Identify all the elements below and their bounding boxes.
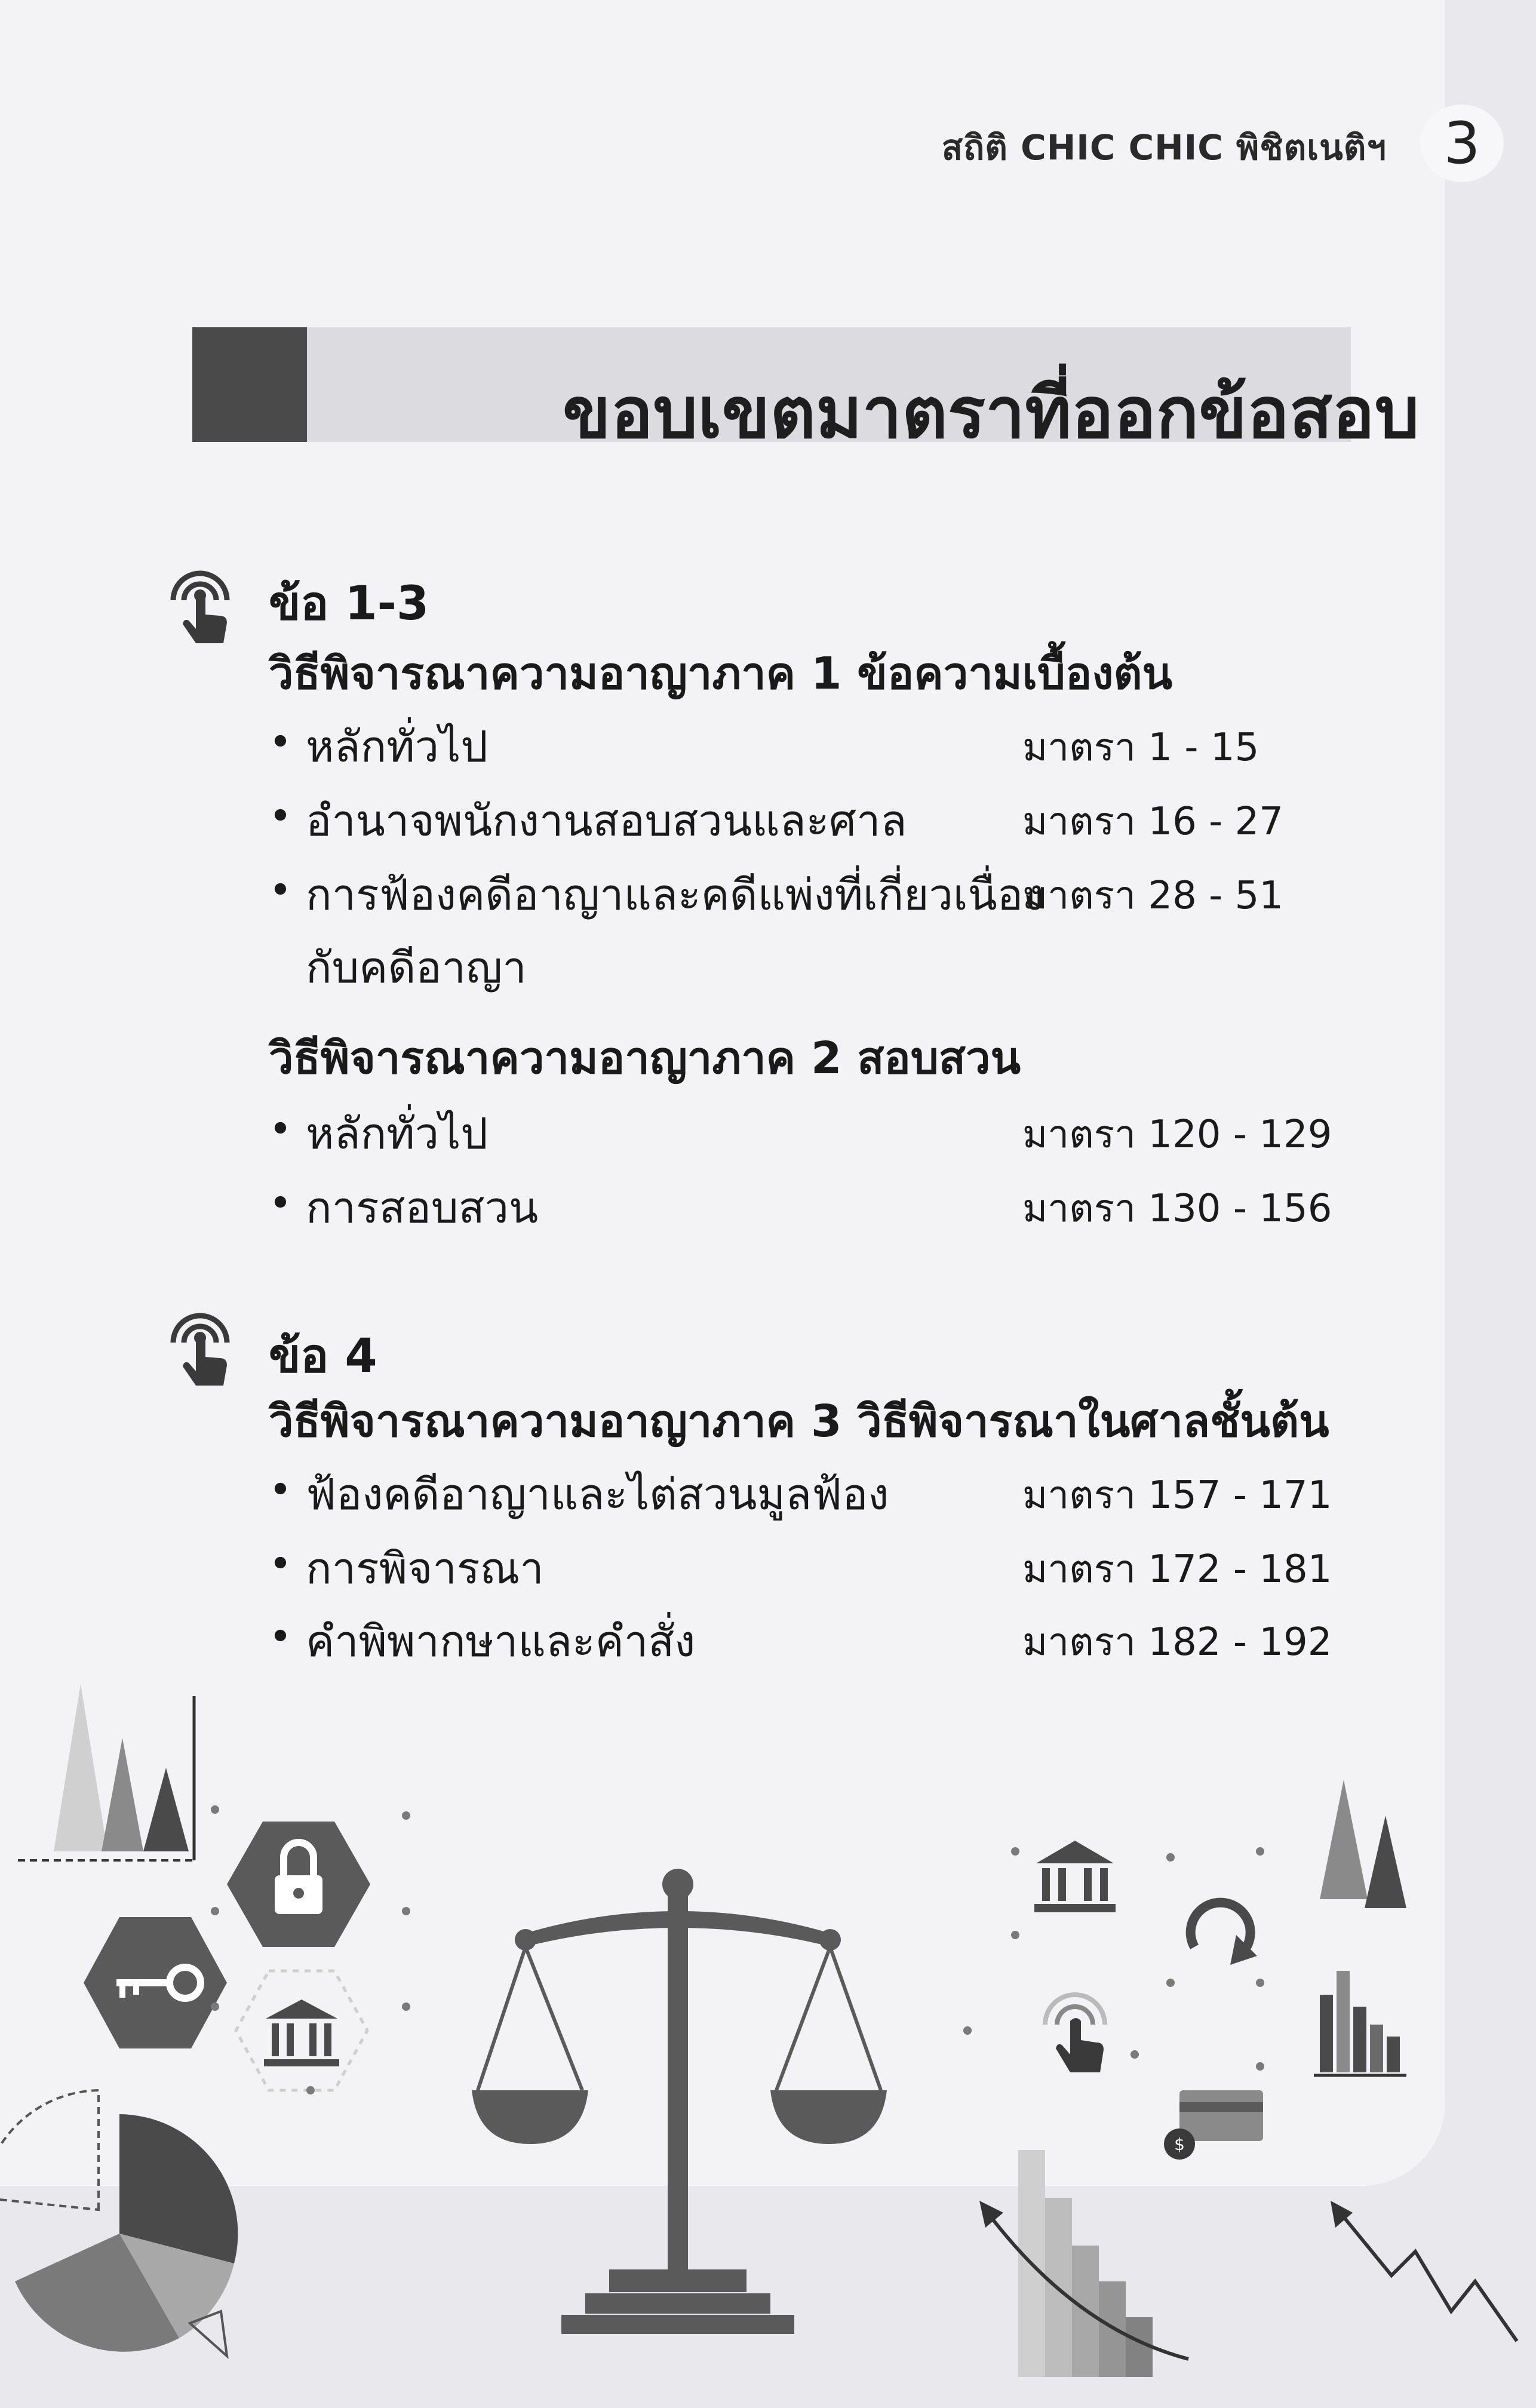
arrow-head	[979, 2201, 1003, 2228]
topic-text: การสอบสวน	[306, 1182, 539, 1233]
section-reference: มาตรา 16 - 27	[1022, 800, 1283, 844]
section-reference: มาตรา 157 - 171	[1022, 1473, 1332, 1518]
bank-icon	[236, 1971, 367, 2090]
topic-text-continued: กับคดีอาญา	[306, 942, 527, 993]
bank-icon	[1034, 1841, 1116, 1912]
list-item	[269, 712, 1374, 778]
section-reference: มาตรา 130 - 156	[1022, 1187, 1332, 1231]
decorative-illustration	[0, 1672, 1536, 2408]
key-icon	[84, 1917, 227, 2048]
list-item	[269, 1099, 1374, 1165]
topic-text: คำพิพากษาและคำสั่ง	[306, 1616, 696, 1666]
list-item	[269, 786, 1374, 852]
triangle-chart-icon	[18, 1684, 194, 1860]
section-label: ข้อ 4	[269, 1329, 377, 1383]
page-title: ขอบเขตมาตราที่ออกข้อสอบ	[563, 371, 1420, 454]
title-square	[192, 327, 307, 442]
page-number: 3	[1420, 105, 1504, 182]
scales-icon	[472, 1869, 887, 2334]
title-block	[192, 327, 1420, 454]
bullet: •	[269, 1180, 292, 1226]
touch-icon	[161, 1301, 239, 1390]
list-item	[269, 1607, 1374, 1672]
list-item	[269, 1173, 1374, 1239]
pie-chart-icon	[0, 2090, 238, 2356]
bar-chart-icon	[1018, 2150, 1153, 2377]
bullet: •	[269, 1614, 292, 1660]
part-title: วิธีพิจารณาความอาญาภาค 2 สอบสวน	[269, 1033, 1021, 1084]
section-reference: มาตรา 120 - 129	[1022, 1113, 1332, 1157]
bar-chart-icon	[1314, 1971, 1406, 2075]
list-item	[269, 860, 1374, 1003]
part-title: วิธีพิจารณาความอาญาภาค 1 ข้อความเบื้องต้น	[269, 648, 1173, 699]
credit-card-icon	[1164, 2090, 1263, 2160]
bullet: •	[269, 1541, 292, 1587]
part-title: วิธีพิจารณาความอาญาภาค 3 วิธีพิจารณาในศาลชั้นต้น	[269, 1396, 1329, 1447]
bullet: •	[269, 1467, 292, 1513]
running-header: สถิติ CHIC CHIC พิชิตเนติฯ	[941, 127, 1387, 168]
dot-pattern	[211, 1805, 1264, 2094]
padlock-icon	[227, 1822, 370, 1947]
section-reference: มาตรา 1 - 15	[1022, 726, 1259, 770]
triangle-chart-icon	[1320, 1780, 1406, 1908]
section-reference: มาตรา 172 - 181	[1022, 1547, 1332, 1592]
bullet: •	[269, 1106, 292, 1152]
bullet: •	[269, 719, 292, 765]
svg-text:$: $	[1174, 2134, 1185, 2154]
section-label: ข้อ 1-3	[269, 577, 429, 631]
topic-text: หลักทั่วไป	[306, 1108, 488, 1159]
list-item	[269, 1460, 1374, 1525]
topic-text: การฟ้องคดีอาญาและคดีแพ่งที่เกี่ยวเนื่อง	[306, 870, 1045, 920]
topic-text: อำนาจพนักงานสอบสวนและศาล	[306, 796, 907, 846]
list-item	[269, 1534, 1374, 1599]
topic-text: ฟ้องคดีอาญาและไต่สวนมูลฟ้อง	[306, 1469, 889, 1519]
bullet: •	[269, 867, 292, 913]
touch-icon	[1045, 1995, 1105, 2072]
section-reference: มาตรา 28 - 51	[1022, 874, 1283, 918]
bullet: •	[269, 793, 292, 839]
topic-text: หลักทั่วไป	[306, 721, 488, 772]
section-reference: มาตรา 182 - 192	[1022, 1620, 1332, 1664]
topic-text: การพิจารณา	[306, 1543, 544, 1593]
refresh-icon	[1191, 1903, 1257, 1965]
touch-icon	[161, 558, 239, 648]
